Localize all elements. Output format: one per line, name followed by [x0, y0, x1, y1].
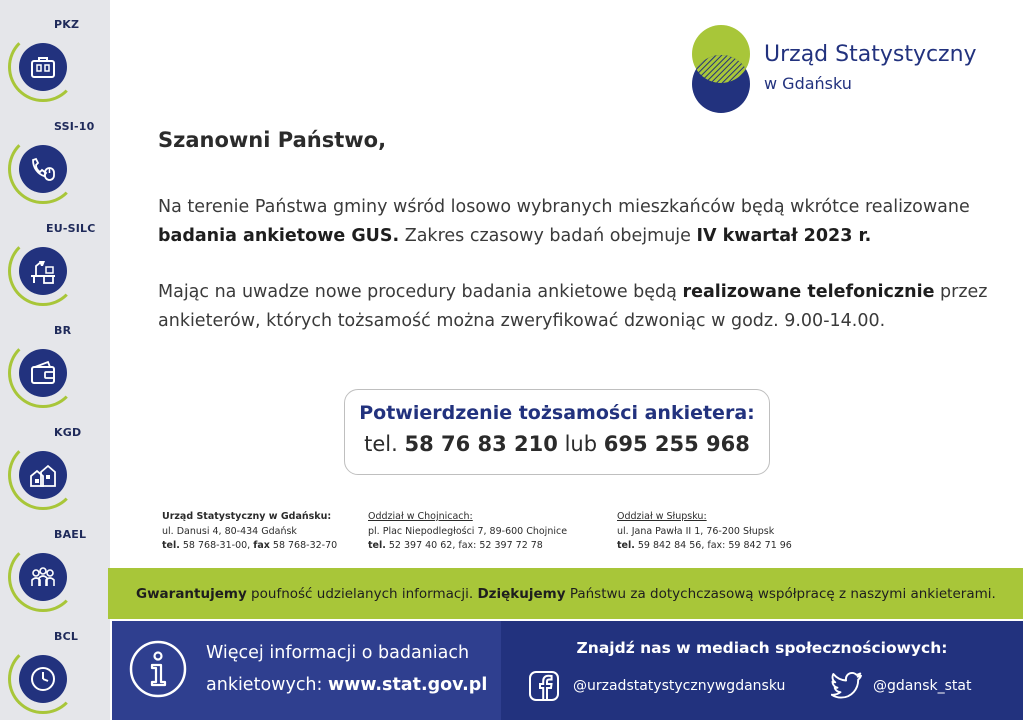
logo-name: Urząd Statystyczny: [764, 42, 977, 67]
social-title: Znajdź nas w mediach społecznościowych:: [576, 639, 948, 657]
desk-lamp-icon: [19, 247, 67, 295]
survey-kgd: [0, 422, 110, 522]
twitter-icon[interactable]: [831, 671, 863, 701]
survey-pkz: [0, 14, 110, 114]
survey-code: EU-SILC: [46, 222, 96, 235]
gus-logo-mark: [690, 24, 752, 114]
survey-code: BCL: [54, 630, 79, 643]
verification-title: Potwierdzenie tożsamości ankietera:: [359, 402, 755, 424]
survey-bael: [0, 524, 110, 624]
phone-number-2[interactable]: 695 255 968: [603, 432, 750, 456]
social-media-panel: [501, 621, 1023, 720]
confidentiality-banner: Gwarantujemy poufność udzielanych informacji. Dziękujemy Państwu za dotychczasową współpracę z naszymi ankieterami.: [108, 568, 1023, 619]
procedure-paragraph: Mając na uwadze nowe procedury badania ankietowe będą realizowane telefonicznie przez ankieterów, których tożsamość można zweryfikować dzwoniąc w godz. 9.00-14.00.: [158, 282, 988, 331]
survey-code: BAEL: [54, 528, 87, 541]
survey-code: SSI-10: [54, 120, 95, 133]
survey-br: [0, 320, 110, 420]
announcement-paragraph: Na terenie Państwa gminy wśród losowo wybranych mieszkańców będą wkrótce realizowane badania ankietowe GUS. Zakres czasowy badań obejmuje IV kwartał 2023 r.: [158, 197, 970, 246]
verification-phones: tel. 58 76 83 210 lub 695 255 968: [364, 432, 750, 456]
identity-verification-box: [344, 389, 770, 475]
more-info-text: Więcej informacji o badaniach: [206, 643, 470, 663]
info-icon: [128, 639, 188, 699]
phone-mouse-icon: [19, 145, 67, 193]
office-chojnice: Oddział w Chojnicach: pl. Plac Niepodległości 7, 89-600 Chojnice tel. 52 397 40 62, fax: 52 397 72 78: [368, 511, 568, 551]
survey-code: PKZ: [54, 18, 80, 31]
office-gdansk: Urząd Statystyczny w Gdańsku: ul. Danusi 4, 80-434 Gdańsk tel. 58 768-31-00, fax 58 768-32-70: [162, 511, 338, 551]
facebook-handle[interactable]: @urzadstatystycznywgdansku: [573, 678, 786, 694]
logo-city: w Gdańsku: [764, 74, 852, 93]
survey-eu-silc: [0, 218, 110, 318]
more-info-panel: [112, 621, 501, 720]
gus-logo: [690, 24, 990, 116]
people-icon: [19, 553, 67, 601]
survey-bcl: [0, 626, 110, 720]
clock-icon: [19, 655, 67, 703]
facebook-icon[interactable]: [528, 670, 560, 702]
website-link[interactable]: www.stat.gov.pl: [328, 675, 488, 695]
houses-icon: [19, 451, 67, 499]
twitter-handle[interactable]: @gdansk_stat: [873, 678, 972, 694]
wallet-icon: [19, 349, 67, 397]
more-info-link-line: ankietowych: www.stat.gov.pl: [206, 675, 488, 695]
survey-ssi-10: [0, 116, 110, 216]
survey-sidebar: [0, 0, 110, 720]
phone-number-1[interactable]: 58 76 83 210: [404, 432, 558, 456]
survey-code: KGD: [54, 426, 82, 439]
survey-code: BR: [54, 324, 72, 337]
briefcase-icon: [19, 43, 67, 91]
office-slupsk: Oddział w Słupsku: ul. Jana Pawła II 1, 76-200 Słupsk tel. 59 842 84 56, fax: 59 842 71 96: [617, 511, 792, 551]
greeting: Szanowni Państwo,: [158, 128, 387, 152]
